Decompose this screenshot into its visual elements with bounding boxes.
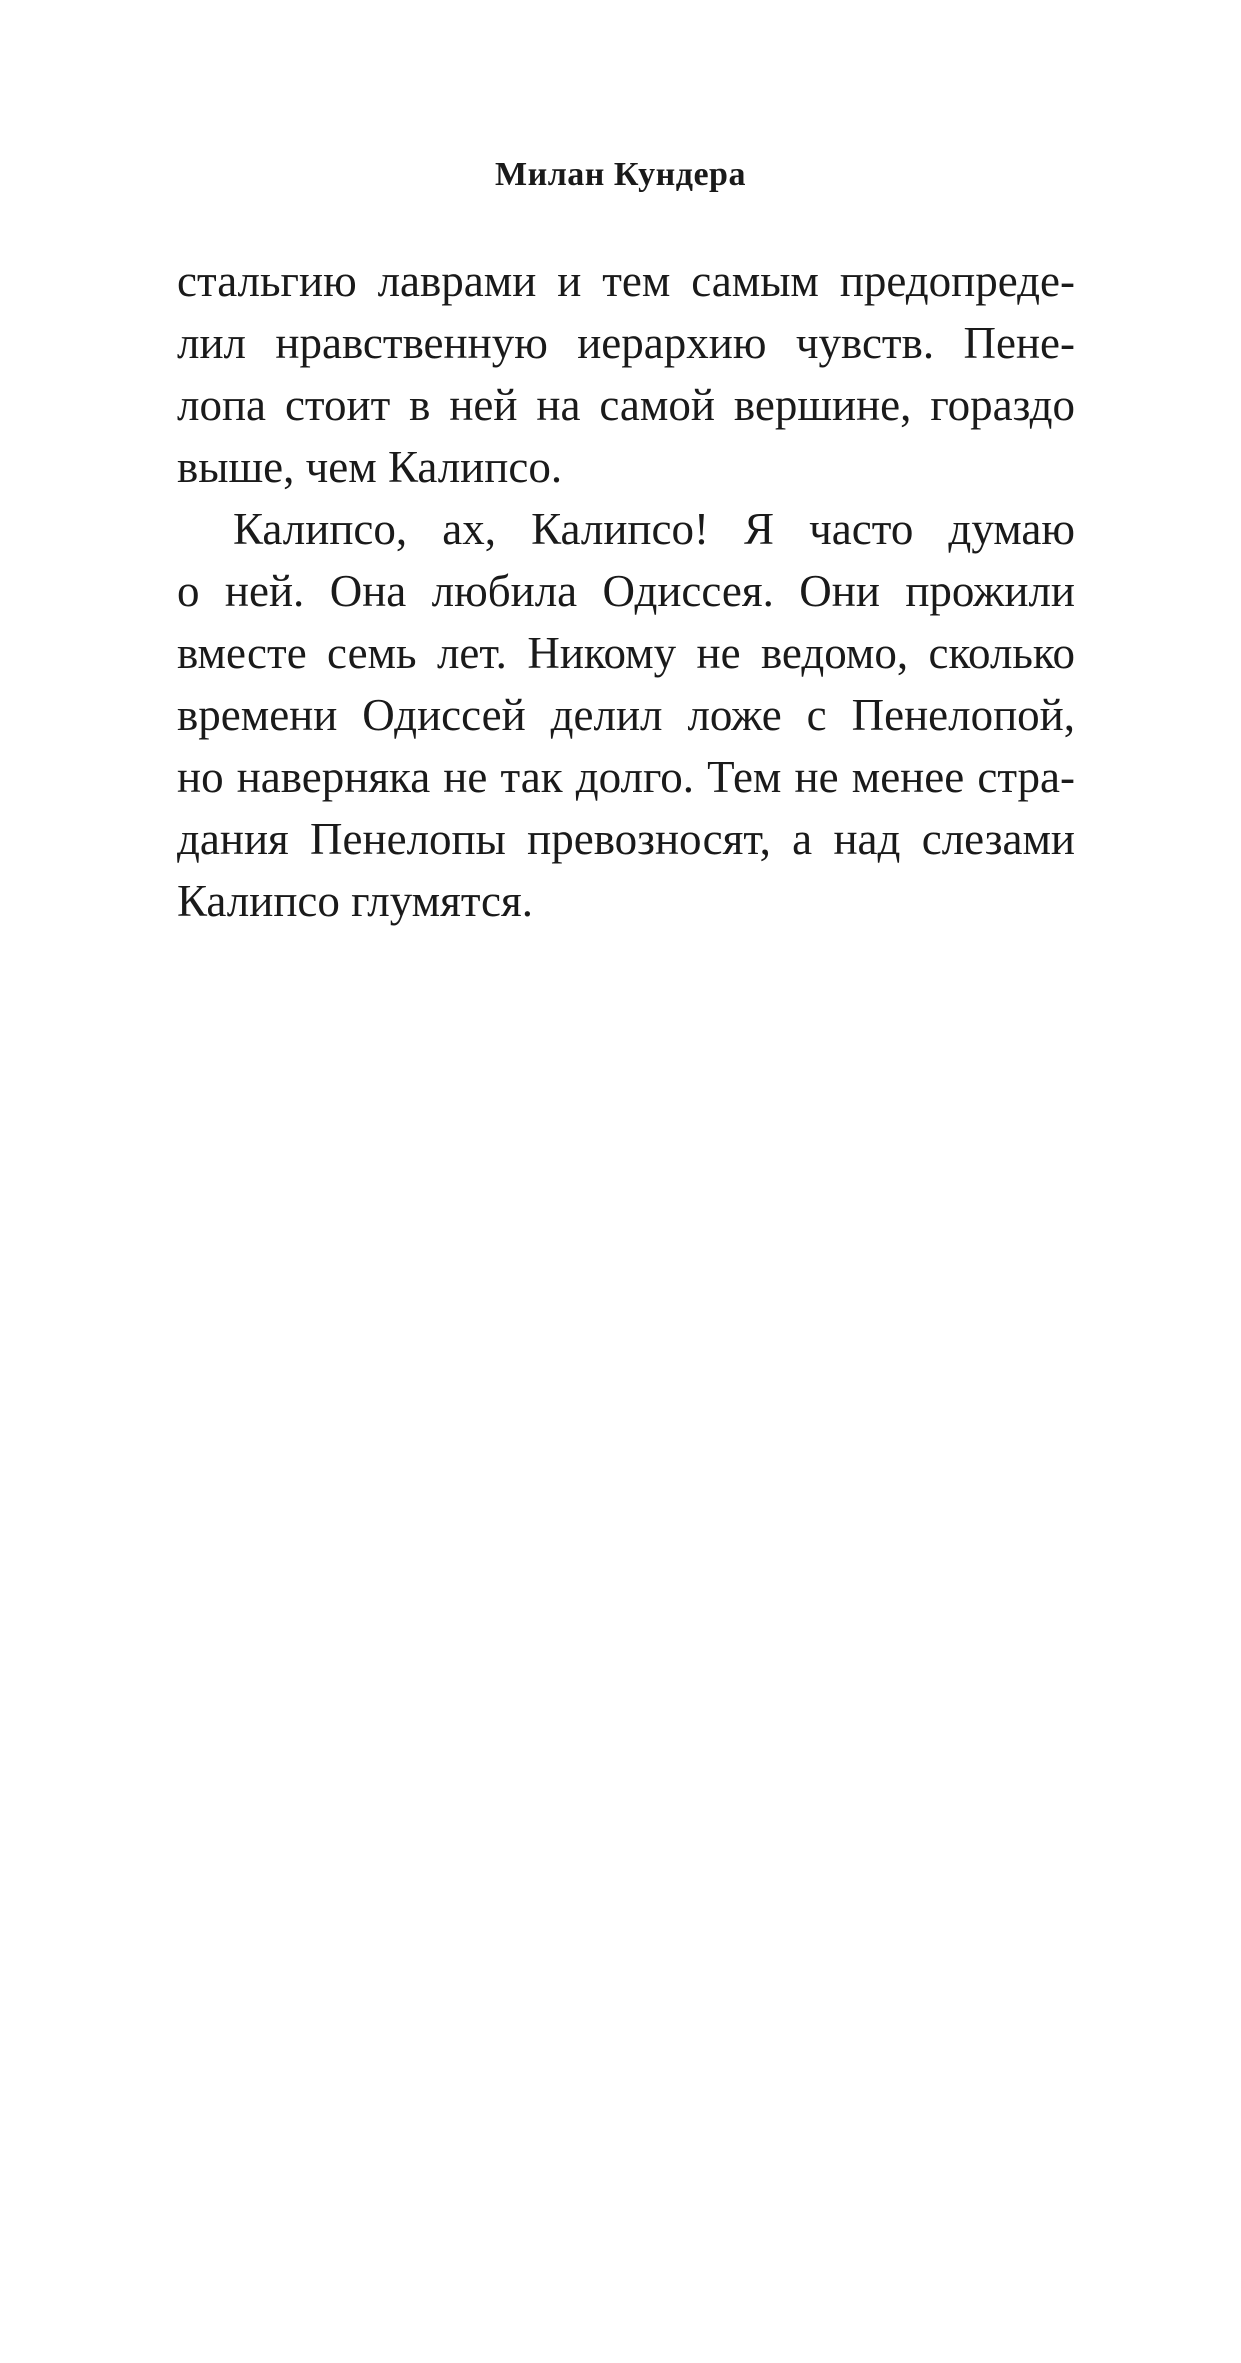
text-line: о ней. Она любила Одиссея. Они прожили	[177, 566, 1075, 616]
text-line: но наверняка не так долго. Тем не менее стра-	[177, 752, 1075, 802]
text-line: вместе семь лет. Никому не ведомо, сколько	[177, 628, 1075, 678]
text-line: лопа стоит в ней на самой вершине, гораздо	[177, 380, 1075, 430]
text-line: выше, чем Калипсо.	[177, 442, 563, 492]
running-head-author: Милан Кундера	[495, 156, 746, 193]
text-line: дания Пенелопы превозносят, а над слезами	[177, 814, 1075, 864]
text-line: времени Одиссей делил ложе с Пенелопой,	[177, 690, 1075, 740]
text-line: Калипсо, ах, Калипсо! Я часто думаю	[233, 504, 1075, 554]
body-text	[177, 250, 1075, 932]
text-line: Калипсо глумятся.	[177, 876, 533, 926]
paragraph-1	[177, 250, 1075, 498]
text-line: лил нравственную иерархию чувств. Пене-	[177, 318, 1075, 368]
text-line: стальгию лаврами и тем самым предопреде-	[177, 256, 1075, 306]
paragraph-2	[177, 498, 1075, 932]
